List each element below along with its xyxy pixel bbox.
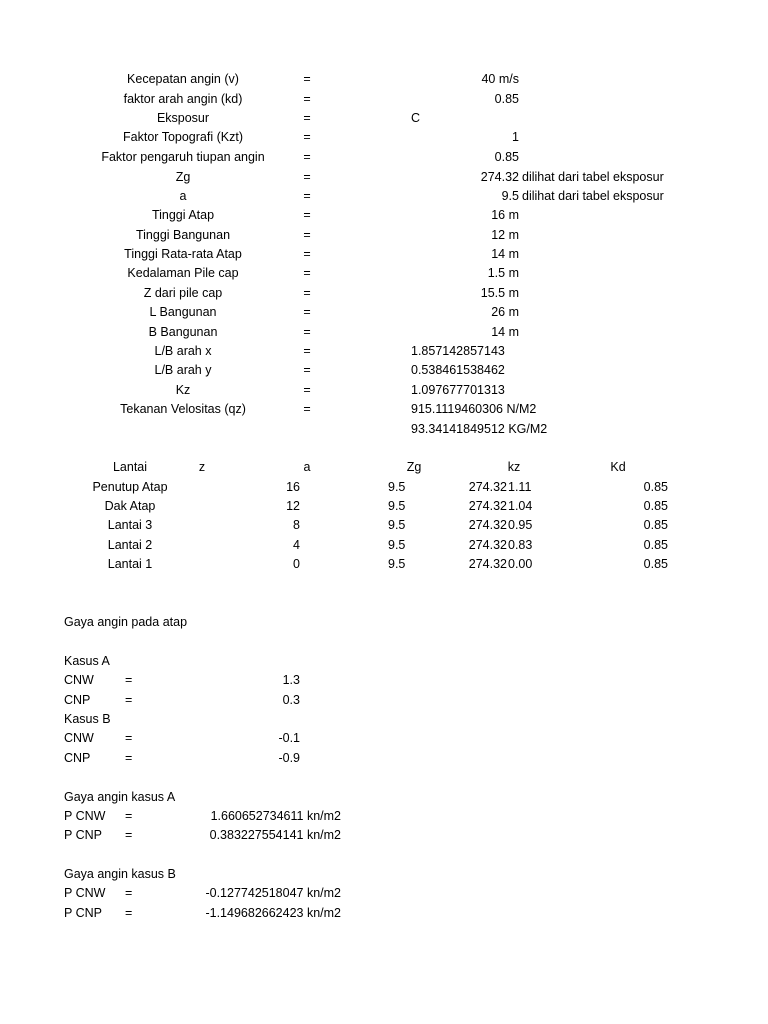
param-label: L/B arah y bbox=[154, 363, 212, 377]
param-label: Kedalaman Pile cap bbox=[127, 266, 239, 280]
param-label: Tinggi Atap bbox=[151, 208, 215, 222]
table-cell-lantai: Dak Atap bbox=[104, 499, 156, 513]
case-a-equals: = bbox=[125, 828, 133, 842]
roof-label: Kasus A bbox=[64, 654, 110, 668]
case-b-label: P CNW bbox=[64, 886, 106, 900]
table-cell-z: 0 bbox=[293, 557, 300, 571]
table-cell-kd: 0.85 bbox=[643, 557, 668, 571]
table-cell-kz: 0.00 bbox=[508, 557, 533, 571]
param-equals: = bbox=[303, 363, 311, 377]
param-value: 0.538461538462 bbox=[411, 363, 505, 377]
roof-label: CNP bbox=[64, 693, 91, 707]
table-header: Zg bbox=[406, 460, 422, 474]
param-value: 0.85 bbox=[494, 150, 519, 164]
param-equals: = bbox=[303, 325, 311, 339]
roof-label: Kasus B bbox=[64, 712, 111, 726]
param-equals: = bbox=[303, 228, 311, 242]
table-cell-a: 9.5 bbox=[388, 538, 406, 552]
case-b-value: -1.149682662423 kn/m2 bbox=[205, 906, 341, 920]
table-cell-zg: 274.32 bbox=[468, 518, 507, 532]
section-title: Gaya angin kasus A bbox=[64, 790, 176, 804]
param-equals: = bbox=[303, 247, 311, 261]
param-value: 0.85 bbox=[494, 92, 519, 106]
param-label: Eksposur bbox=[156, 111, 210, 125]
param-value: 14 m bbox=[491, 325, 519, 339]
roof-equals: = bbox=[125, 673, 133, 687]
table-cell-kd: 0.85 bbox=[643, 538, 668, 552]
roof-label: CNP bbox=[64, 751, 91, 765]
roof-label: CNW bbox=[64, 731, 94, 745]
param-equals: = bbox=[303, 72, 311, 86]
param-note: dilihat dari tabel eksposur bbox=[522, 170, 664, 184]
table-header: kz bbox=[507, 460, 521, 474]
param-equals: = bbox=[303, 208, 311, 222]
param-value: 1.5 m bbox=[487, 266, 519, 280]
param-value: 12 m bbox=[491, 228, 519, 242]
param-label: Kz bbox=[175, 383, 191, 397]
param-value: 9.5 bbox=[501, 189, 519, 203]
param-label: Zg bbox=[175, 170, 191, 184]
param-value: 15.5 m bbox=[480, 286, 519, 300]
case-a-value: 0.383227554141 kn/m2 bbox=[209, 828, 341, 842]
table-cell-zg: 274.32 bbox=[468, 480, 507, 494]
param-label: a bbox=[179, 189, 187, 203]
table-cell-z: 12 bbox=[286, 499, 300, 513]
table-cell-lantai: Lantai 3 bbox=[107, 518, 153, 532]
param-label: faktor arah angin (kd) bbox=[123, 92, 243, 106]
param-value: 40 m/s bbox=[481, 72, 519, 86]
param-value: 16 m bbox=[491, 208, 519, 222]
param-value: 1.857142857143 bbox=[411, 344, 505, 358]
param-label: Faktor Topografi (Kzt) bbox=[123, 130, 243, 144]
param-value: 26 m bbox=[491, 305, 519, 319]
case-b-label: P CNP bbox=[64, 906, 102, 920]
param-value: 915.1119460306 N/M2 bbox=[411, 402, 537, 416]
roof-value: 0.3 bbox=[282, 693, 300, 707]
roof-value: 1.3 bbox=[282, 673, 300, 687]
case-b-equals: = bbox=[125, 886, 133, 900]
table-header: z bbox=[198, 460, 206, 474]
param-label: Tinggi Bangunan bbox=[135, 228, 231, 242]
roof-equals: = bbox=[125, 731, 133, 745]
roof-equals: = bbox=[125, 693, 133, 707]
table-cell-lantai: Lantai 2 bbox=[107, 538, 153, 552]
table-header: Lantai bbox=[112, 460, 148, 474]
param-equals: = bbox=[303, 286, 311, 300]
case-b-value: -0.127742518047 kn/m2 bbox=[205, 886, 341, 900]
table-cell-a: 9.5 bbox=[388, 480, 406, 494]
param-value: C bbox=[411, 111, 421, 125]
table-cell-lantai: Penutup Atap bbox=[92, 480, 168, 494]
table-cell-a: 9.5 bbox=[388, 557, 406, 571]
case-a-label: P CNW bbox=[64, 809, 106, 823]
param-equals: = bbox=[303, 150, 311, 164]
table-cell-kz: 1.11 bbox=[508, 480, 532, 494]
param-label: Tinggi Rata-rata Atap bbox=[124, 247, 242, 261]
table-cell-kz: 0.95 bbox=[508, 518, 533, 532]
param-label: L Bangunan bbox=[149, 305, 217, 319]
roof-value: -0.9 bbox=[278, 751, 300, 765]
param-equals: = bbox=[303, 111, 311, 125]
param-label: Tekanan Velositas (qz) bbox=[120, 402, 246, 416]
table-cell-z: 8 bbox=[293, 518, 300, 532]
table-header: Kd bbox=[610, 460, 626, 474]
section-title: Gaya angin kasus B bbox=[64, 867, 176, 881]
param-label: Faktor pengaruh tiupan angin bbox=[101, 150, 265, 164]
table-cell-z: 4 bbox=[293, 538, 300, 552]
table-cell-kd: 0.85 bbox=[643, 518, 668, 532]
param-value: 274.32 bbox=[480, 170, 519, 184]
table-cell-kz: 1.04 bbox=[508, 499, 533, 513]
param-label: L/B arah x bbox=[154, 344, 212, 358]
case-a-label: P CNP bbox=[64, 828, 102, 842]
param-value: 1 bbox=[512, 130, 519, 144]
param-label: B Bangunan bbox=[148, 325, 218, 339]
case-a-equals: = bbox=[125, 809, 133, 823]
param-value: 14 m bbox=[491, 247, 519, 261]
table-cell-kd: 0.85 bbox=[643, 480, 668, 494]
table-cell-zg: 274.32 bbox=[468, 538, 507, 552]
case-b-equals: = bbox=[125, 906, 133, 920]
param-equals: = bbox=[303, 344, 311, 358]
param-equals: = bbox=[303, 92, 311, 106]
param-equals: = bbox=[303, 189, 311, 203]
roof-equals: = bbox=[125, 751, 133, 765]
roof-value: -0.1 bbox=[278, 731, 300, 745]
table-cell-a: 9.5 bbox=[388, 499, 406, 513]
param-value: 1.097677701313 bbox=[411, 383, 505, 397]
table-cell-zg: 274.32 bbox=[468, 557, 507, 571]
param-value: 93.34141849512 KG/M2 bbox=[411, 422, 548, 436]
roof-label: CNW bbox=[64, 673, 94, 687]
case-a-value: 1.660652734611 kn/m2 bbox=[210, 809, 341, 823]
param-equals: = bbox=[303, 305, 311, 319]
param-equals: = bbox=[303, 266, 311, 280]
table-header: a bbox=[303, 460, 311, 474]
table-cell-z: 16 bbox=[286, 480, 300, 494]
table-cell-zg: 274.32 bbox=[468, 499, 507, 513]
param-label: Kecepatan angin (v) bbox=[127, 72, 239, 86]
param-equals: = bbox=[303, 170, 311, 184]
table-cell-kz: 0.83 bbox=[508, 538, 533, 552]
param-equals: = bbox=[303, 383, 311, 397]
table-cell-kd: 0.85 bbox=[643, 499, 668, 513]
param-note: dilihat dari tabel eksposur bbox=[522, 189, 664, 203]
param-label: Z dari pile cap bbox=[143, 286, 223, 300]
section-title: Gaya angin pada atap bbox=[64, 615, 188, 629]
param-equals: = bbox=[303, 402, 311, 416]
table-cell-lantai: Lantai 1 bbox=[107, 557, 153, 571]
table-cell-a: 9.5 bbox=[388, 518, 406, 532]
param-equals: = bbox=[303, 130, 311, 144]
